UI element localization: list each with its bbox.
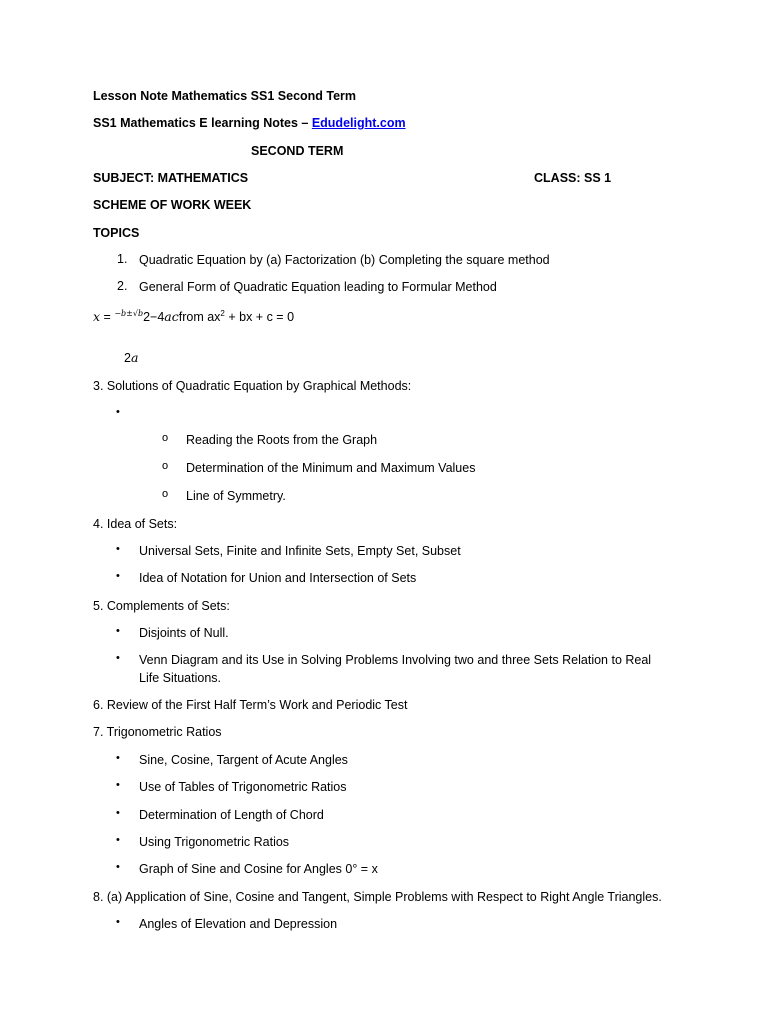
- bullet: •: [116, 652, 120, 664]
- topic-1-number: 1.: [117, 252, 128, 266]
- list-item: Universal Sets, Finite and Infinite Sets, Empty Set, Subset: [139, 544, 461, 558]
- edudelight-link[interactable]: Edudelight.com: [311, 116, 406, 130]
- list-item: Determination of Length of Chord: [139, 808, 324, 822]
- subtitle-prefix: SS1 Mathematics E learning Notes –: [93, 116, 312, 130]
- quadratic-formula: [93, 306, 294, 325]
- formula-denom-2: 2: [124, 351, 131, 365]
- formula-num-small: −b±√b: [114, 309, 144, 319]
- term-heading: SECOND TERM: [251, 144, 344, 158]
- list-item: Line of Symmetry.: [186, 489, 286, 503]
- bullet: •: [116, 625, 120, 637]
- bullet: •: [116, 752, 120, 764]
- class-label: CLASS: SS 1: [534, 171, 612, 185]
- formula-rest: + bx + c = 0: [224, 310, 295, 325]
- subtitle: [93, 115, 406, 131]
- subject-label: SUBJECT: MATHEMATICS: [93, 171, 249, 185]
- topic-1: Quadratic Equation by (a) Factorization (b) Completing the square method: [139, 253, 550, 267]
- bullet: •: [116, 406, 120, 418]
- topics-heading: TOPICS: [93, 226, 140, 240]
- list-item-continued: Life Situations.: [139, 671, 221, 685]
- list-item: Using Trigonometric Ratios: [139, 835, 290, 849]
- bullet: •: [116, 543, 120, 555]
- topic-2-number: 2.: [117, 279, 128, 293]
- list-item: Angles of Elevation and Depression: [139, 917, 338, 931]
- bullet: •: [116, 861, 120, 873]
- formula-ac: ac: [164, 309, 179, 325]
- list-item: Reading the Roots from the Graph: [186, 433, 378, 447]
- formula-from: from ax: [178, 310, 221, 325]
- list-item: Use of Tables of Trigonometric Ratios: [139, 780, 347, 794]
- bullet: •: [116, 570, 120, 582]
- topic-7: 7. Trigonometric Ratios: [93, 725, 222, 739]
- bullet: •: [116, 834, 120, 846]
- bullet: •: [116, 807, 120, 819]
- formula-denominator: [124, 350, 138, 366]
- topic-2: General Form of Quadratic Equation leading to Formular Method: [139, 280, 497, 294]
- formula-denom-a: a: [130, 350, 139, 365]
- scheme-heading: SCHEME OF WORK WEEK: [93, 198, 252, 212]
- sub-bullet: o: [162, 432, 169, 444]
- list-item: Disjoints of Null.: [139, 626, 229, 640]
- list-item: Sine, Cosine, Targent of Acute Angles: [139, 753, 348, 767]
- topic-6: 6. Review of the First Half Term’s Work and Periodic Test: [93, 698, 408, 712]
- topic-4: 4. Idea of Sets:: [93, 517, 178, 531]
- document-title: Lesson Note Mathematics SS1 Second Term: [93, 89, 357, 103]
- formula-equals: =: [100, 310, 115, 325]
- topic-8: 8. (a) Application of Sine, Cosine and Tangent, Simple Problems with Respect to Right Angle Triangles.: [93, 890, 662, 904]
- sub-bullet: o: [162, 488, 169, 500]
- sub-bullet: o: [162, 460, 169, 472]
- list-item: Idea of Notation for Union and Intersection of Sets: [139, 571, 417, 585]
- topic-3: 3. Solutions of Quadratic Equation by Graphical Methods:: [93, 379, 412, 393]
- list-item: Graph of Sine and Cosine for Angles 0° = x: [139, 862, 378, 876]
- list-item: Venn Diagram and its Use in Solving Problems Involving two and three Sets Relation to Real: [139, 653, 652, 667]
- formula-x: x: [93, 309, 101, 325]
- list-item: Determination of the Minimum and Maximum Values: [186, 461, 476, 475]
- bullet: •: [116, 779, 120, 791]
- formula-num-main: 2−4: [143, 310, 165, 325]
- bullet: •: [116, 916, 120, 928]
- formula-square: 2: [220, 309, 225, 318]
- topic-5: 5. Complements of Sets:: [93, 599, 230, 613]
